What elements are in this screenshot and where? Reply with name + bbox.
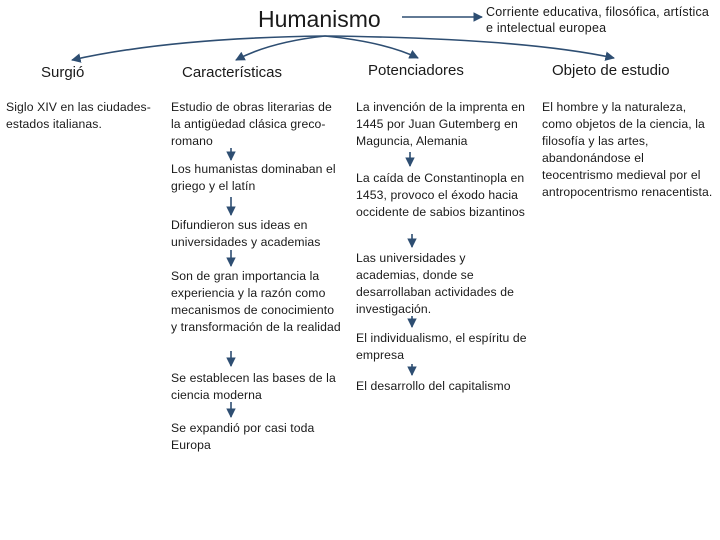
branch-to-surgio	[72, 36, 325, 60]
caracteristica-item: Son de gran importancia la experiencia y la razón como mecanismos de conocimiento y transformación de la realidad	[171, 269, 341, 334]
concept-map-title: Humanismo	[258, 6, 381, 32]
potenciador-item: La caída de Constantinopla en 1453, provoco el éxodo hacia occidente de sabios bizantinos	[356, 171, 525, 219]
heading-objeto-de-estudio: Objeto de estudio	[552, 62, 670, 79]
potenciador-item: El individualismo, el espíritu de empresa	[356, 331, 527, 362]
heading-potenciadores: Potenciadores	[368, 62, 464, 79]
objeto-de-estudio-text: El hombre y la naturaleza, como objetos de la ciencia, la filosofía y las artes, abandonándose el teocentrismo medieval por el antropocentrismo renacentista.	[542, 100, 713, 199]
heading-surgio: Surgió	[41, 64, 85, 81]
caracteristica-item: Estudio de obras literarias de la antigüedad clásica greco-romano	[171, 100, 332, 148]
potenciador-item: El desarrollo del capitalismo	[356, 379, 511, 393]
branch-to-objeto	[325, 36, 614, 58]
potenciador-item: La invención de la imprenta en 1445 por Juan Gutemberg en Maguncia, Alemania	[356, 100, 525, 148]
branch-to-potenciadores	[325, 36, 418, 58]
caracteristica-item: Se expandió por casi toda Europa	[171, 421, 315, 452]
heading-caracteristicas: Características	[182, 64, 283, 81]
caracteristica-item: Se establecen las bases de la ciencia moderna	[171, 371, 336, 402]
definition-text: Corriente educativa, filosófica, artística e intelectual europea	[486, 5, 710, 35]
surgio-text: Siglo XIV en las ciudades-estados italianas.	[6, 100, 151, 131]
caracteristica-item: Difundieron sus ideas en universidades y academias	[171, 218, 321, 249]
branch-to-caracteristicas	[236, 36, 325, 60]
potenciador-item: Las universidades y academias, donde se desarrollaban actividades de investigación.	[356, 251, 514, 316]
caracteristica-item: Los humanistas dominaban el griego y el latín	[171, 162, 336, 193]
